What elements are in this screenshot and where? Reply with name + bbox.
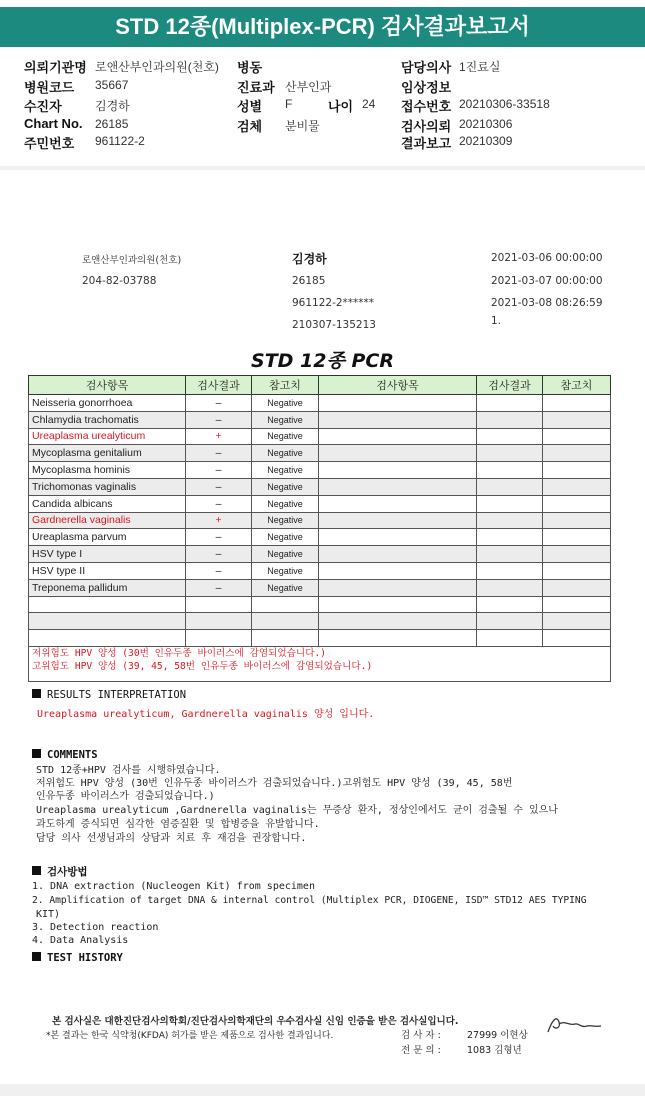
empty-cell	[186, 596, 252, 613]
table-row	[29, 445, 611, 462]
value-receipt-no: 20210306-33518	[459, 97, 550, 111]
test-reference-empty	[543, 495, 611, 512]
test-item: Treponema pallidum	[29, 579, 186, 596]
test-reference: Negative	[252, 462, 319, 479]
label-age: 나이	[328, 99, 354, 114]
kfda-note: *본 결과는 한국 식약청(KFDA) 허가를 받은 제품으로 검사한 결과입니다.	[46, 1031, 334, 1041]
hpv-note-line: 고위험도 HPV 양성 (39, 45, 58번 인유두종 바이러스에 감염되었습니다.)	[32, 660, 373, 672]
empty-cell	[186, 613, 252, 630]
test-item: Ureaplasma parvum	[29, 529, 186, 546]
specimen-number: 210307-135213	[292, 319, 376, 331]
comments-line-6: 담당 의사 선생님과의 상담과 치료 후 재검을 권장합니다.	[36, 833, 307, 844]
test-result: +	[186, 428, 252, 445]
table-row	[29, 395, 611, 412]
method-heading	[32, 864, 88, 879]
test-result-empty	[477, 512, 543, 529]
test-item-empty	[319, 445, 477, 462]
section-bullet	[32, 689, 41, 698]
test-item-empty	[319, 411, 477, 428]
comments-line-1: STD 12종+HPV 검사를 시행하였습니다.	[36, 765, 221, 776]
test-result-empty	[477, 529, 543, 546]
value-hospital-code: 35667	[95, 78, 129, 92]
test-result: –	[186, 445, 252, 462]
empty-cell	[252, 596, 319, 613]
hpv-notes-row	[29, 646, 611, 681]
method-line-3: KIT)	[36, 909, 61, 920]
test-reference: Negative	[252, 395, 319, 412]
label-department: 진료과	[237, 80, 275, 95]
test-item-empty	[319, 546, 477, 563]
table-row	[29, 428, 611, 445]
table-row	[29, 546, 611, 563]
test-reference-empty	[543, 562, 611, 579]
empty-cell	[29, 630, 186, 647]
test-item-empty	[319, 512, 477, 529]
test-item-empty	[319, 462, 477, 479]
date-received: 2021-03-06 00:00:00	[491, 252, 603, 264]
test-reference: Negative	[252, 478, 319, 495]
test-result-empty	[477, 411, 543, 428]
label-doctor: 담당의사	[401, 60, 452, 75]
test-item: HSV type I	[29, 546, 186, 563]
test-reference: Negative	[252, 579, 319, 596]
label-sex: 성별	[237, 99, 263, 114]
value-department: 산부인과	[285, 80, 332, 94]
specialist-label: 전 문 의 :	[401, 1045, 441, 1056]
table-row-empty	[29, 630, 611, 647]
clinic-name: 로앤산부인과의원(천호)	[82, 255, 182, 266]
test-result-empty	[477, 579, 543, 596]
empty-cell	[252, 630, 319, 647]
value-resident-no: 961122-2	[95, 134, 145, 148]
results-table	[28, 375, 611, 682]
empty-cell	[477, 613, 543, 630]
test-reference-empty	[543, 546, 611, 563]
test-item: Mycoplasma genitalium	[29, 445, 186, 462]
test-reference-empty	[543, 579, 611, 596]
test-result: –	[186, 579, 252, 596]
test-result: –	[186, 529, 252, 546]
label-clinical-info: 임상정보	[401, 80, 452, 95]
header-item-2: 검사항목	[319, 376, 477, 395]
empty-cell	[29, 613, 186, 630]
test-result-empty	[477, 445, 543, 462]
test-result: –	[186, 411, 252, 428]
label-resident-no: 주민번호	[24, 136, 75, 151]
value-institution: 로앤산부인과의원(천호)	[95, 60, 219, 74]
results-interpretation-label: RESULTS INTERPRETATION	[47, 689, 187, 701]
empty-cell	[319, 613, 477, 630]
empty-cell	[477, 630, 543, 647]
test-result: –	[186, 462, 252, 479]
label-receipt-no: 접수번호	[401, 99, 452, 114]
label-ward: 병동	[237, 60, 263, 75]
value-test-request: 20210306	[459, 117, 513, 131]
test-result: –	[186, 562, 252, 579]
header-reference-2: 참고치	[543, 376, 611, 395]
empty-cell	[543, 596, 611, 613]
test-item: Neisseria gonorrhoea	[29, 395, 186, 412]
test-reference: Negative	[252, 411, 319, 428]
test-reference: Negative	[252, 495, 319, 512]
table-row	[29, 579, 611, 596]
test-reference-empty	[543, 411, 611, 428]
test-item-empty	[319, 529, 477, 546]
test-item: Ureaplasma urealyticum	[29, 428, 186, 445]
clinic-code: 204-82-03788	[82, 275, 157, 287]
value-specimen: 분비물	[285, 119, 320, 133]
patient-name: 김경하	[292, 252, 327, 266]
label-specimen: 검체	[237, 119, 263, 134]
table-row-empty	[29, 613, 611, 630]
test-reference: Negative	[252, 445, 319, 462]
method-label: 검사방법	[47, 866, 88, 878]
comments-line-4: Ureaplasma urealyticum ,Gardnerella vaginalis는 무증상 환자, 정상인에서도 균이 검출될 수 있으나	[36, 805, 558, 816]
test-history-heading	[32, 952, 123, 964]
value-result-report: 20210309	[459, 134, 513, 148]
value-chart-no: 26185	[95, 117, 129, 131]
date-reported-cont: 1.	[491, 315, 502, 327]
table-row	[29, 478, 611, 495]
test-item: HSV type II	[29, 562, 186, 579]
table-row	[29, 411, 611, 428]
test-reference-empty	[543, 512, 611, 529]
test-history-label: TEST HISTORY	[47, 952, 123, 964]
value-sex: F	[285, 97, 293, 111]
comments-heading	[32, 749, 98, 761]
patient-chart: 26185	[292, 275, 326, 287]
test-reference-empty	[543, 462, 611, 479]
signature-icon	[545, 1012, 605, 1036]
comments-line-3: 인유두종 바이러스가 검출되었습니다.)	[36, 791, 215, 802]
test-reference: Negative	[252, 428, 319, 445]
label-institution: 의뢰기관명	[24, 60, 87, 75]
empty-cell	[29, 596, 186, 613]
value-patient: 김경하	[95, 99, 130, 113]
specialist-value: 1083 김형년	[467, 1045, 522, 1056]
label-test-request: 검사의뢰	[401, 119, 452, 134]
test-result-empty	[477, 546, 543, 563]
date-reported: 2021-03-08 08:26:59	[491, 297, 603, 309]
test-item-empty	[319, 395, 477, 412]
patient-id: 961122-2******	[292, 297, 375, 309]
title-bar	[0, 0, 645, 48]
report-title: STD 12종(Multiplex-PCR) 검사결과보고서	[0, 7, 645, 47]
test-reference-empty	[543, 428, 611, 445]
empty-cell	[477, 596, 543, 613]
test-result-empty	[477, 395, 543, 412]
table-row	[29, 512, 611, 529]
test-reference-empty	[543, 395, 611, 412]
header-result-2: 검사결과	[477, 376, 543, 395]
test-reference: Negative	[252, 562, 319, 579]
comments-line-2: 저위험도 HPV 양성 (30번 인유두종 바이러스가 검출되었습니다.)고위험도 HPV 양성 (39, 45, 58번	[36, 778, 513, 789]
results-interpretation-heading	[32, 689, 186, 701]
method-line-5: 4. Data Analysis	[32, 935, 129, 946]
section-bullet	[32, 866, 41, 875]
table-header-row	[29, 376, 611, 395]
section-bullet	[32, 952, 41, 961]
test-item-empty	[319, 562, 477, 579]
method-line-4: 3. Detection reaction	[32, 922, 159, 933]
label-patient: 수진자	[24, 99, 62, 114]
header-info	[0, 48, 645, 166]
test-result: –	[186, 495, 252, 512]
test-item-empty	[319, 428, 477, 445]
test-reference-empty	[543, 445, 611, 462]
section-bullet	[32, 749, 41, 758]
test-reference: Negative	[252, 546, 319, 563]
empty-cell	[186, 630, 252, 647]
value-doctor: 1진료실	[459, 60, 501, 74]
tester-label: 검 사 자 :	[401, 1030, 441, 1041]
label-chart-no: Chart No.	[24, 116, 83, 131]
tester-value: 27999 이현상	[467, 1030, 528, 1041]
test-item: Mycoplasma hominis	[29, 462, 186, 479]
hpv-notes	[29, 646, 611, 681]
method-line-1: 1. DNA extraction (Nucleogen Kit) from specimen	[32, 881, 315, 892]
test-result-empty	[477, 428, 543, 445]
comments-line-5: 과도하게 증식되면 심각한 염증질환 및 합병증을 유발합니다.	[36, 819, 320, 830]
comments-label: COMMENTS	[47, 749, 98, 761]
test-item-empty	[319, 495, 477, 512]
table-row	[29, 462, 611, 479]
test-result: +	[186, 512, 252, 529]
test-item: Gardnerella vaginalis	[29, 512, 186, 529]
table-row	[29, 529, 611, 546]
test-item: Trichomonas vaginalis	[29, 478, 186, 495]
header-reference: 참고치	[252, 376, 319, 395]
results-interpretation-text: Ureaplasma urealyticum, Gardnerella vaginalis 양성 입니다.	[37, 709, 375, 720]
date-tested: 2021-03-07 00:00:00	[491, 275, 603, 287]
test-item-empty	[319, 579, 477, 596]
test-item: Chlamydia trachomatis	[29, 411, 186, 428]
empty-cell	[252, 613, 319, 630]
table-row	[29, 495, 611, 512]
test-result-empty	[477, 562, 543, 579]
test-result-empty	[477, 478, 543, 495]
test-result: –	[186, 546, 252, 563]
label-result-report: 결과보고	[401, 136, 452, 151]
test-reference-empty	[543, 529, 611, 546]
report-paper	[0, 170, 645, 1084]
test-reference: Negative	[252, 512, 319, 529]
test-result-empty	[477, 495, 543, 512]
hpv-note-line: 저위험도 HPV 양성 (30번 인유두종 바이러스에 감염되었습니다.)	[32, 647, 327, 659]
std-title: STD 12종 PCR	[251, 350, 394, 372]
empty-cell	[319, 630, 477, 647]
test-result: –	[186, 395, 252, 412]
test-reference: Negative	[252, 529, 319, 546]
test-reference-empty	[543, 478, 611, 495]
test-item-empty	[319, 478, 477, 495]
header-result: 검사결과	[186, 376, 252, 395]
table-row	[29, 562, 611, 579]
value-age: 24	[362, 97, 376, 111]
method-line-2: 2. Amplification of target DNA & internal control (Multiplex PCR, DIOGENE, ISD™ STD12 AES TYPING	[32, 895, 587, 906]
test-result-empty	[477, 462, 543, 479]
certification-text: 본 검사실은 대한진단검사의학회/진단검사의학재단의 우수검사실 신임 인증을 받은 검사실입니다.	[52, 1016, 459, 1027]
header-item: 검사항목	[29, 376, 186, 395]
test-result: –	[186, 478, 252, 495]
empty-cell	[543, 613, 611, 630]
test-item: Candida albicans	[29, 495, 186, 512]
empty-cell	[319, 596, 477, 613]
empty-cell	[543, 630, 611, 647]
table-row-empty	[29, 596, 611, 613]
label-hospital-code: 병원코드	[24, 80, 75, 95]
